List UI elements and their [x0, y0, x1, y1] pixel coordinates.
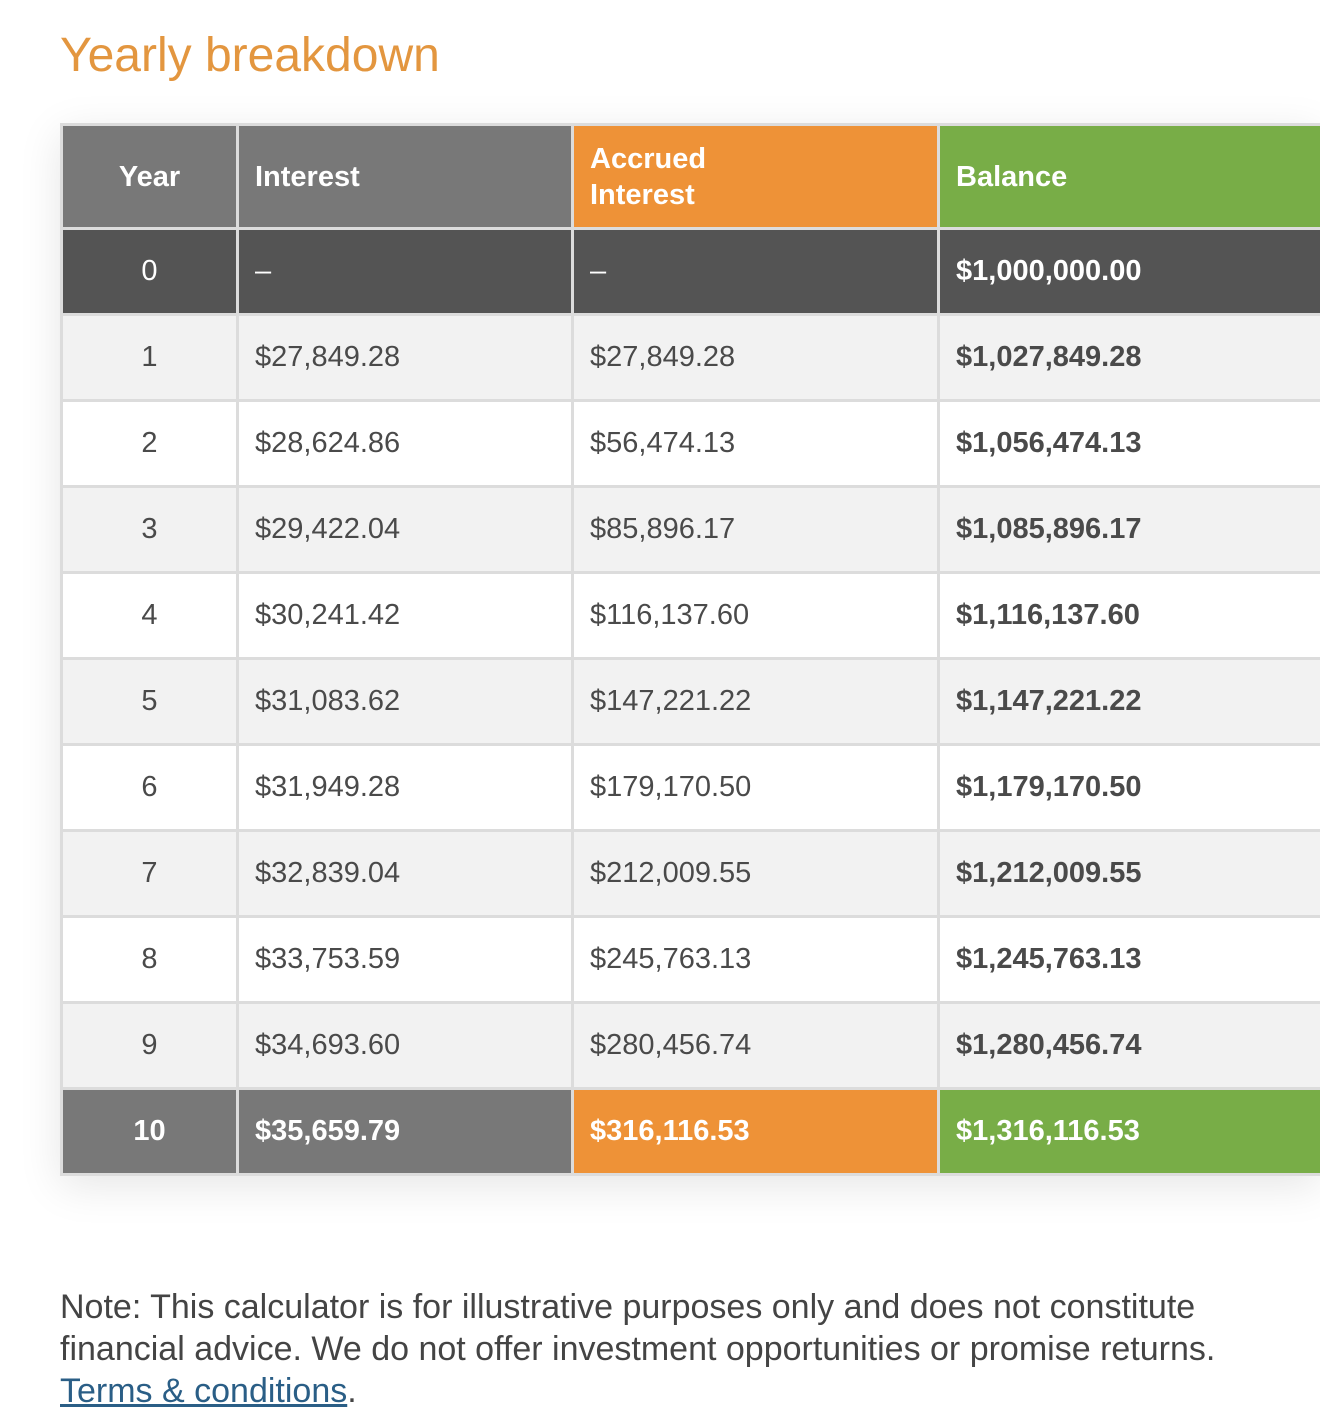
cell-year: 4: [62, 573, 238, 659]
header-accrued-interest: [573, 125, 939, 229]
cell-accrued: $212,009.55: [573, 831, 939, 917]
cell-balance: $1,245,763.13: [939, 917, 1320, 1003]
cell-interest: $29,422.04: [238, 487, 573, 573]
cell-balance: $1,179,170.50: [939, 745, 1320, 831]
cell-year: 8: [62, 917, 238, 1003]
cell-accrued: –: [573, 229, 939, 315]
cell-accrued: $280,456.74: [573, 1003, 939, 1089]
cell-interest: $32,839.04: [238, 831, 573, 917]
cell-accrued: $179,170.50: [573, 745, 939, 831]
cell-year: 2: [62, 401, 238, 487]
cell-year: 9: [62, 1003, 238, 1089]
cell-balance: $1,085,896.17: [939, 487, 1320, 573]
cell-interest: $35,659.79: [238, 1089, 573, 1175]
cell-interest: $27,849.28: [238, 315, 573, 401]
cell-balance: $1,000,000.00: [939, 229, 1320, 315]
cell-interest: $34,693.60: [238, 1003, 573, 1089]
table-body: [62, 229, 1320, 1175]
cell-year: 0: [62, 229, 238, 315]
yearly-breakdown-table-container: [60, 123, 1320, 1176]
header-interest: Interest: [238, 125, 573, 229]
disclaimer-text: Note: This calculator is for illustrative purposes only and does not constitute financial advice. We do not offer investment opportunities or promise returns.: [60, 1288, 1216, 1368]
cell-interest: –: [238, 229, 573, 315]
cell-accrued: $85,896.17: [573, 487, 939, 573]
cell-year: 10: [62, 1089, 238, 1175]
table-row: [62, 401, 1320, 487]
disclaimer-note: [60, 1286, 1310, 1412]
header-balance: Balance: [939, 125, 1320, 229]
table-row: [62, 487, 1320, 573]
cell-balance: $1,027,849.28: [939, 315, 1320, 401]
table-row: [62, 1003, 1320, 1089]
disclaimer-trailing: .: [347, 1372, 357, 1410]
table-header-row: [62, 125, 1320, 229]
cell-balance: $1,116,137.60: [939, 573, 1320, 659]
cell-year: 6: [62, 745, 238, 831]
table-row: [62, 229, 1320, 315]
terms-link[interactable]: Terms & conditions: [60, 1372, 348, 1410]
table-row: [62, 573, 1320, 659]
cell-year: 7: [62, 831, 238, 917]
cell-balance: $1,316,116.53: [939, 1089, 1320, 1175]
table-row: [62, 315, 1320, 401]
table-row: [62, 917, 1320, 1003]
cell-accrued: $116,137.60: [573, 573, 939, 659]
cell-year: 1: [62, 315, 238, 401]
cell-year: 3: [62, 487, 238, 573]
cell-interest: $30,241.42: [238, 573, 573, 659]
cell-interest: $31,949.28: [238, 745, 573, 831]
cell-interest: $28,624.86: [238, 401, 573, 487]
cell-balance: $1,212,009.55: [939, 831, 1320, 917]
table-row: [62, 659, 1320, 745]
table-row: [62, 831, 1320, 917]
page-title: Yearly breakdown: [60, 29, 440, 82]
cell-year: 5: [62, 659, 238, 745]
cell-balance: $1,056,474.13: [939, 401, 1320, 487]
header-accrued-line2: Interest: [590, 178, 695, 211]
header-year: Year: [62, 125, 238, 229]
cell-interest: $31,083.62: [238, 659, 573, 745]
cell-balance: $1,147,221.22: [939, 659, 1320, 745]
cell-accrued: $316,116.53: [573, 1089, 939, 1175]
cell-accrued: $27,849.28: [573, 315, 939, 401]
cell-accrued: $147,221.22: [573, 659, 939, 745]
cell-interest: $33,753.59: [238, 917, 573, 1003]
cell-accrued: $245,763.13: [573, 917, 939, 1003]
header-accrued-line1: Accrued: [590, 142, 707, 175]
cell-balance: $1,280,456.74: [939, 1003, 1320, 1089]
cell-accrued: $56,474.13: [573, 401, 939, 487]
table-row-total: [62, 1089, 1320, 1175]
yearly-breakdown-table: [60, 123, 1320, 1176]
table-row: [62, 745, 1320, 831]
